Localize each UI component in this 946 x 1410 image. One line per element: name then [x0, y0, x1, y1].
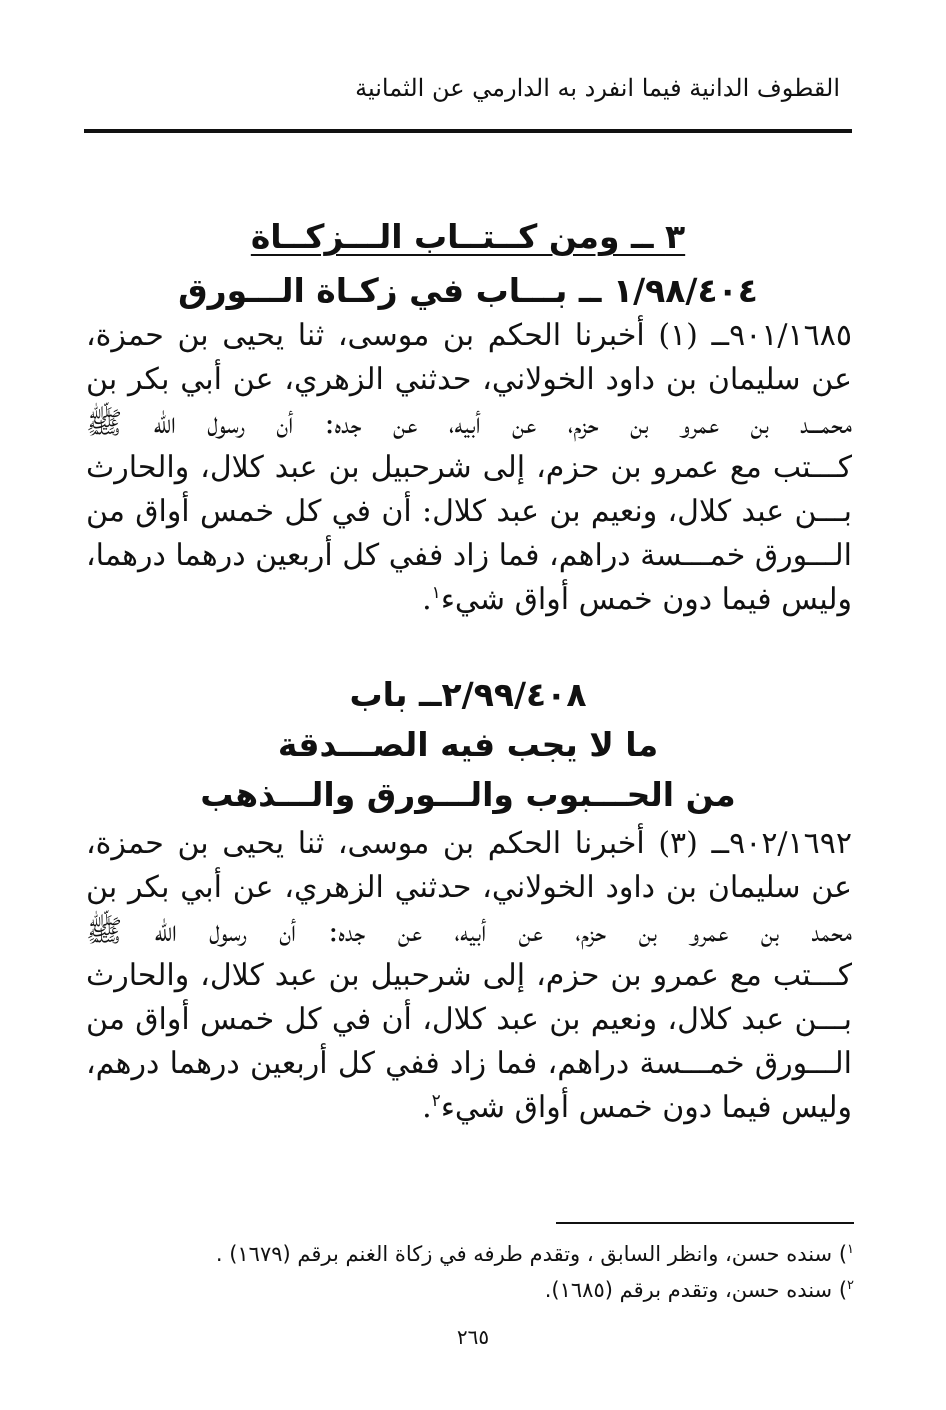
footnote: [134, 1236, 854, 1272]
header-rule: [84, 129, 852, 133]
section2-line: محمد بن عمرو بن حزم، عن أبيه، عن جده: أن رسول الله ﷺ: [86, 914, 852, 949]
footnote-number: ١: [847, 1242, 854, 1257]
section2-line: بـــن عبد كلال، ونعيم بن عبد كلال، أن في كل خمس أواق من: [86, 1002, 852, 1037]
section2-line: وليس فيما دون خمس أواق شيء: [440, 1090, 852, 1125]
footnote-text: ) سنده حسن، وتقدم برقم (١٦٨٥).: [544, 1278, 848, 1302]
footnote-text: ) سنده حسن، وانظر السابق ، وتقدم طرفه في زكاة الغنم برقم (١٦٧٩) .: [215, 1242, 848, 1266]
section1-body: [86, 314, 852, 622]
running-header: القطوف الدانية فيما انفرد به الدارمي عن الثمانية: [355, 74, 840, 102]
footnote-number: ٢: [847, 1278, 854, 1293]
footnote: [134, 1272, 854, 1308]
section2-body: [86, 822, 852, 1130]
footnote-rule: [556, 1222, 854, 1224]
section1-line: الـــورق خمـــسة دراهم، فما زاد ففي كل أربعين درهما درهما،: [86, 538, 852, 573]
section1-end-dot: .: [422, 582, 432, 617]
section2-end-dot: .: [422, 1090, 432, 1125]
section1-heading: ١/٩٨/٤٠٤ ــ بـــاب في زكـاة الـــورق: [178, 271, 758, 310]
section2-line: كـــتب مع عمرو بن حزم، إلى شرحبيل بن عبد كلال، والحارث: [86, 958, 852, 993]
section1-line: كـــتب مع عمرو بن حزم، إلى شرحبيل بن عبد كلال، والحارث: [86, 450, 852, 485]
section1-line: بـــن عبد كلال، ونعيم بن عبد كلال: أن في كل خمس أواق من: [86, 494, 852, 529]
section1-line: وليس فيما دون خمس أواق شيء: [440, 582, 852, 617]
chapter-title: [84, 214, 852, 260]
section2-heading-line: ما لا يجب فيه الصـــدقة: [277, 725, 659, 764]
section2-heading-line: من الحـــبوب والـــورق والـــذهب: [200, 775, 736, 814]
section2-line: الـــورق خمـــسة دراهم، فما زاد ففي كل أربعين درهما درهم،: [86, 1046, 852, 1081]
footnotes: [134, 1236, 854, 1308]
section1-line: محمـــد بن عمرو بن حزم، عن أبيه، عن جده: أن رسول الله ﷺ: [86, 406, 852, 441]
section2-last-line: [86, 1086, 852, 1130]
footnote-ref-2: ٢: [431, 1091, 441, 1111]
section1-line: ٩٠١/١٦٨٥ــ (١) أخبرنا الحكم بن موسى، ثنا يحيى بن حمزة،: [86, 318, 852, 353]
section1-line: عن سليمان بن داود الخولاني، حدثني الزهري، عن أبي بكر بن: [86, 362, 852, 397]
section2-heading-line: ٢/٩٩/٤٠٨ــ باب: [349, 675, 587, 714]
page-number: ٢٦٥: [456, 1325, 490, 1349]
footnote-ref-1: ١: [431, 583, 441, 603]
section2-line: عن سليمان بن داود الخولاني، حدثني الزهري، عن أبي بكر بن: [86, 870, 852, 905]
section2-line: ٩٠٢/١٦٩٢ــ (٣) أخبرنا الحكم بن موسى، ثنا يحيى بن حمزة،: [86, 826, 852, 861]
chapter-title-text: ٣ ــ ومن كــتــاب الـــزكــاة: [250, 217, 686, 256]
section1-last-line: [86, 578, 852, 622]
